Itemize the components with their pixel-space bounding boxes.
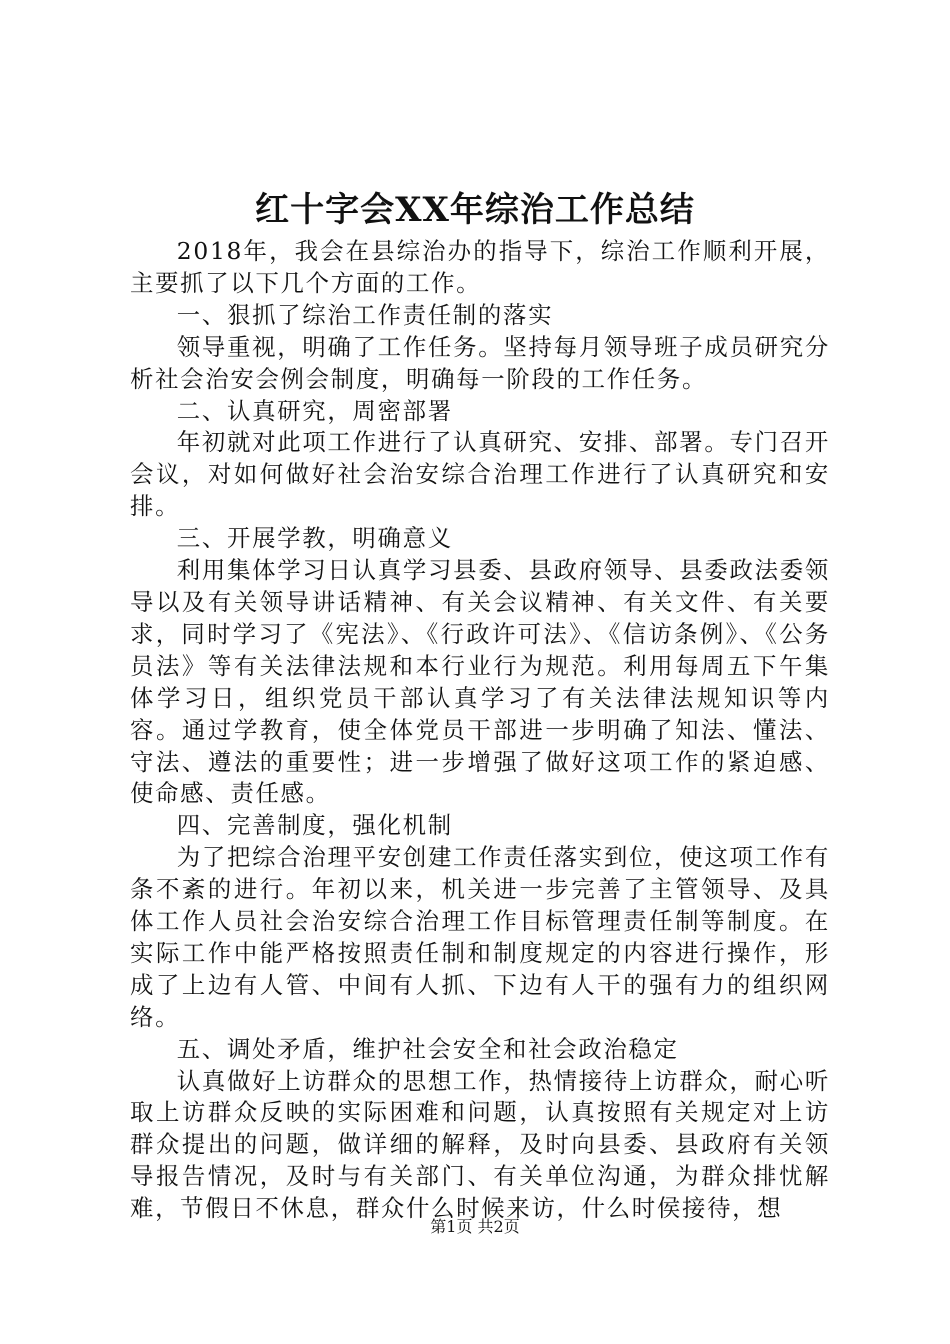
document-body <box>130 236 830 1225</box>
paragraph-section-5: 认真做好上访群众的思想工作，热情接待上访群众，耐心听取上访群众反映的实际困难和问题，认真按照有关规定对上访群众提出的问题，做详细的解释，及时向县委、县政府有关领导报告情况，及时与有关部门、有关单位沟通，为群众排忧解难，节假日不休息，群众什么时候来访，什么时侯接待，想 <box>130 1066 830 1223</box>
paragraph-section-3: 利用集体学习日认真学习县委、县政府领导、县委政法委领导以及有关领导讲话精神、有关会议精神、有关文件、有关要求，同时学习了《宪法》、《行政许可法》、《信访条例》、《公务员法》等有关法律法规和本行业行为规范。利用每周五下午集体学习日，组织党员干部认真学习了有关法律法规知识等内容。通过学教育，使全体党员干部进一步明确了知法、懂法、守法、遵法的重要性；进一步增强了做好这项工作的紧迫感、使命感、责任感。 <box>130 556 830 808</box>
section-heading-1: 一、狠抓了综治工作责任制的落实 <box>176 300 554 329</box>
document-title: 红十字会XX年综治工作总结 <box>255 190 695 230</box>
section-heading-4: 四、完善制度，强化机制 <box>176 811 453 840</box>
page-number-footer: 第1页 共2页 <box>430 1217 520 1236</box>
paragraph-intro: 2018年，我会在县综治办的指导下，综治工作顺利开展，主要抓了以下几个方面的工作。 <box>130 237 830 297</box>
section-heading-5: 五、调处矛盾，维护社会安全和社会政治稳定 <box>176 1034 679 1063</box>
paragraph-section-4: 为了把综合治理平安创建工作责任落实到位，使这项工作有条不紊的进行。年初以来，机关进一步完善了主管领导、及具体工作人员社会治安综合治理工作目标管理责任制等制度。在实际工作中能严格按照责任制和制度规定的内容进行操作，形成了上边有人管、中间有人抓、下边有人干的强有力的组织网络。 <box>130 843 830 1031</box>
section-heading-2: 二、认真研究，周密部署 <box>176 396 453 425</box>
paragraph-section-1: 领导重视，明确了工作任务。坚持每月领导班子成员研究分析社会治安会例会制度，明确每一阶段的工作任务。 <box>130 332 830 393</box>
section-heading-3: 三、开展学教，明确意义 <box>176 524 453 553</box>
paragraph-section-2: 年初就对此项工作进行了认真研究、安排、部署。专门召开会议，对如何做好社会治安综合治理工作进行了认真研究和安排。 <box>130 428 830 521</box>
